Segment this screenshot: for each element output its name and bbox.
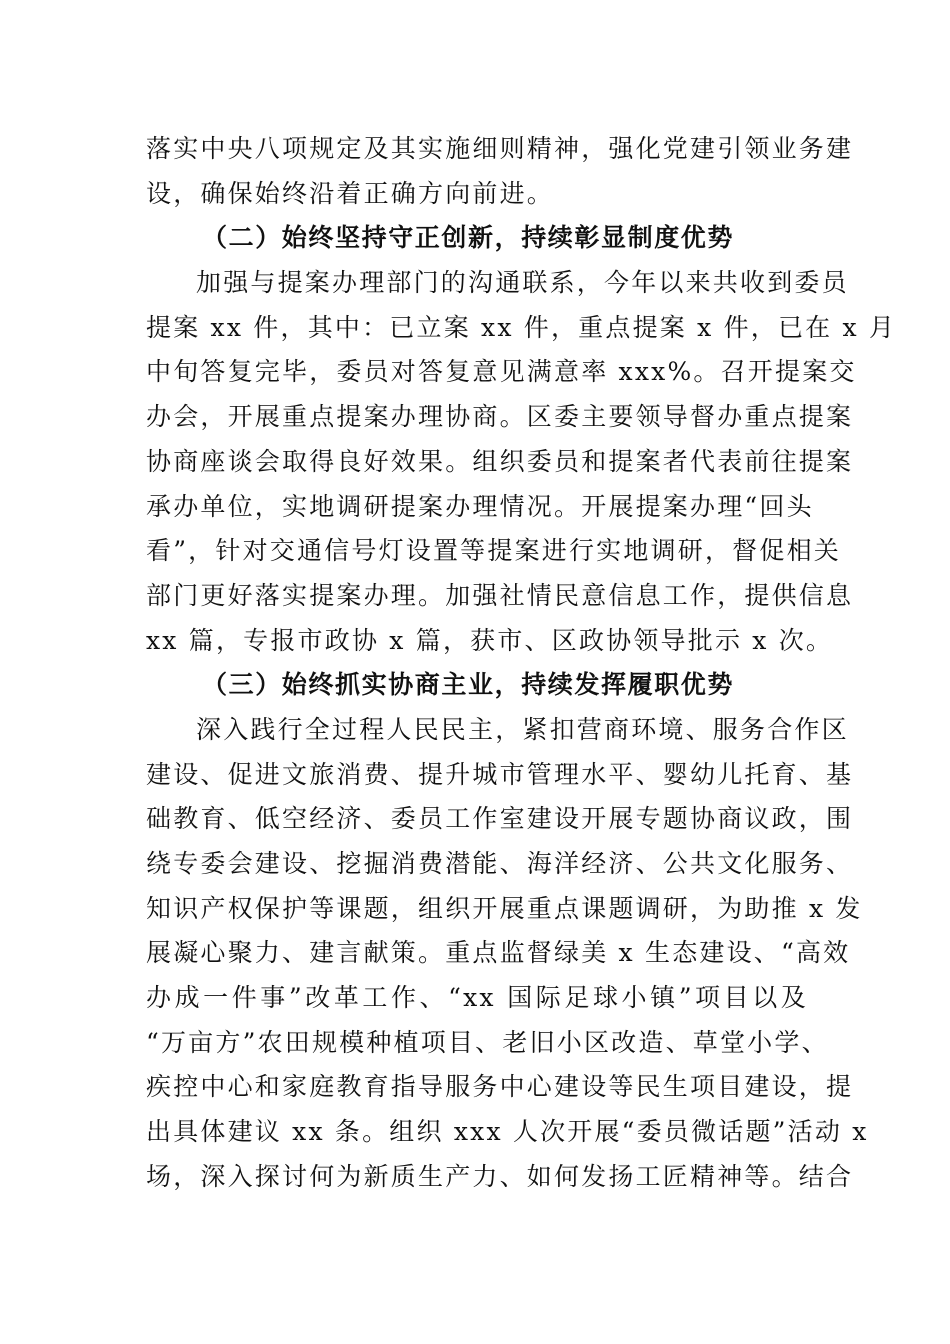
paragraph-line: 加强与提案办理部门的沟通联系，今年以来共收到委员 [196,268,849,298]
paragraph-line: 中旬答复完毕，委员对答复意见满意率 xxx%。召开提案交 [146,357,857,387]
paragraph-line: 办会，开展重点提案办理协商。区委主要领导督办重点提案 [146,402,854,432]
paragraph-line: 绕专委会建设、挖掘消费潜能、海洋经济、公共文化服务、 [146,849,854,878]
paragraph-line: 场，深入探讨何为新质生产力、如何发扬工匠精神等。结合 [146,1161,854,1191]
paragraph-line: 看”，针对交通信号灯设置等提案进行实地调研，督促相关 [146,536,841,566]
paragraph-line: 协商座谈会取得良好效果。组织委员和提案者代表前往提案 [146,446,854,476]
paragraph-line: xx 篇，专报市政协 x 篇，获市、区政协领导批示 x 次。 [146,625,834,655]
document-page [146,127,897,1200]
paragraph-line: “万亩方”农田规模种植项目、老旧小区改造、草堂小学、 [146,1027,829,1057]
paragraph-line: 办成一件事”改革工作、“xx 国际足球小镇”项目以及 [146,983,808,1013]
paragraph-line: 设，确保始终沿着正确方向前进。 [146,178,555,208]
paragraph-line: 部门更好落实提案办理。加强社情民意信息工作，提供信息 [146,580,854,610]
paragraph-line: 出具体建议 xx 条。组织 xxx 人次开展“委员微话题”活动 x [146,1117,869,1147]
section-heading: （二）始终坚持守正创新，持续彰显制度优势 [202,223,735,253]
paragraph-line: 深入践行全过程人民民主，紧扣营商环境、服务合作区 [196,714,849,744]
paragraph-line: 知识产权保护等课题，组织开展重点课题调研，为助推 x 发 [146,893,863,923]
paragraph-line: 落实中央八项规定及其实施细则精神，强化党建引领业务建 [146,134,854,163]
paragraph-line: 展凝心聚力、建言献策。重点监督绿美 x 生态建设、“高效 [146,938,851,968]
section-heading: （三）始终抓实协商主业，持续发挥履职优势 [202,670,735,700]
paragraph-line: 建设、促进文旅消费、提升城市管理水平、婴幼儿托育、基 [146,759,854,789]
paragraph-line: 疾控中心和家庭教育指导服务中心建设等民生项目建设，提 [146,1072,854,1102]
paragraph-line: 承办单位，实地调研提案办理情况。开展提案办理“回头 [146,491,814,521]
paragraph-line: 提案 xx 件，其中：已立案 xx 件，重点提案 x 件，已在 x 月 [146,312,897,342]
paragraph-line: 础教育、低空经济、委员工作室建设开展专题协商议政，围 [146,804,854,834]
